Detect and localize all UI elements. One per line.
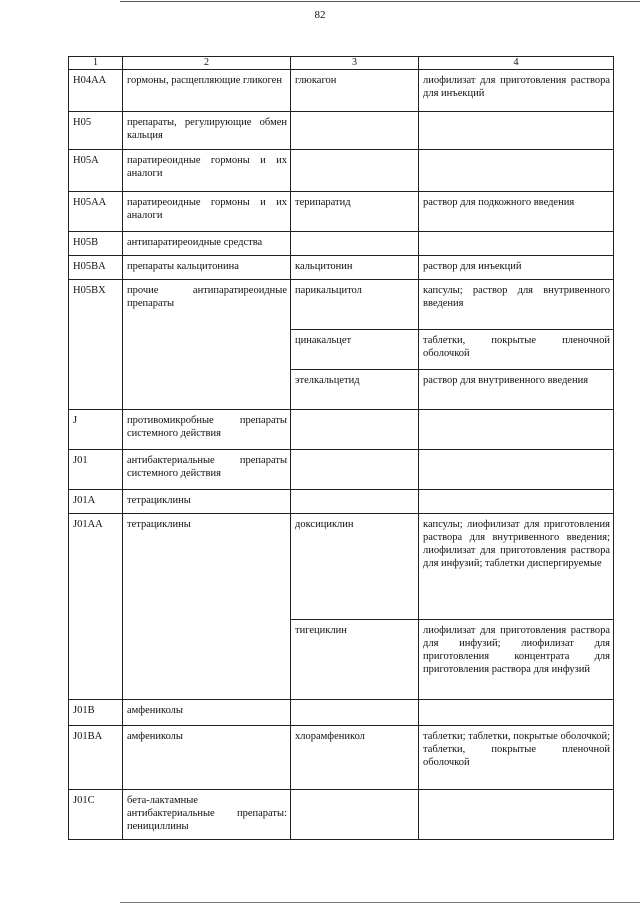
drug-name: глюкагон bbox=[291, 70, 419, 112]
drug-name bbox=[291, 410, 419, 450]
group-description: тетрациклины bbox=[123, 514, 291, 700]
atc-code: J01C bbox=[69, 790, 123, 840]
dosage-form bbox=[419, 232, 614, 256]
drug-name: цинакальцет bbox=[291, 330, 419, 370]
atc-code: J bbox=[69, 410, 123, 450]
group-description: паратиреоидные гормоны и их аналоги bbox=[123, 192, 291, 232]
atc-code: J01B bbox=[69, 700, 123, 726]
group-description: противомикробные препараты системного действия bbox=[123, 410, 291, 450]
table-row bbox=[69, 490, 614, 514]
drug-name: тигециклин bbox=[291, 620, 419, 700]
group-description: гормоны, расщепляющие гликоген bbox=[123, 70, 291, 112]
drug-name bbox=[291, 700, 419, 726]
dosage-form bbox=[419, 700, 614, 726]
table-row bbox=[69, 232, 614, 256]
header-cell-2: 2 bbox=[123, 57, 291, 70]
group-description: препараты, регулирующие обмен кальция bbox=[123, 112, 291, 150]
atc-code: H05B bbox=[69, 232, 123, 256]
atc-code: J01 bbox=[69, 450, 123, 490]
atc-code: H05A bbox=[69, 150, 123, 192]
drug-name bbox=[291, 450, 419, 490]
group-description: амфениколы bbox=[123, 700, 291, 726]
atc-code: H05 bbox=[69, 112, 123, 150]
header-cell-3: 3 bbox=[291, 57, 419, 70]
atc-code: H05BX bbox=[69, 280, 123, 410]
dosage-form bbox=[419, 450, 614, 490]
dosage-form: капсулы; лиофилизат для приготовления раствора для внутривенного введения; лиофилизат для приготовления раствора для инфузий; таблетки диспергируемые bbox=[419, 514, 614, 620]
group-description: тетрациклины bbox=[123, 490, 291, 514]
dosage-form bbox=[419, 410, 614, 450]
dosage-form bbox=[419, 790, 614, 840]
dosage-form: лиофилизат для приготовления раствора для инфузий; лиофилизат для приготовления концентрата для приготовления раствора для инфузий bbox=[419, 620, 614, 700]
bottom-rule bbox=[120, 902, 640, 903]
atc-code: H05BA bbox=[69, 256, 123, 280]
table-row bbox=[69, 450, 614, 490]
drug-name: терипаратид bbox=[291, 192, 419, 232]
dosage-form: раствор для внутривенного введения bbox=[419, 370, 614, 410]
group-description: бета-лактамные антибактериальные препараты: пенициллины bbox=[123, 790, 291, 840]
dosage-form bbox=[419, 150, 614, 192]
atc-code: J01A bbox=[69, 490, 123, 514]
drug-name: доксициклин bbox=[291, 514, 419, 620]
table-row bbox=[69, 726, 614, 790]
drug-name bbox=[291, 790, 419, 840]
table-row bbox=[69, 70, 614, 112]
table-header-row bbox=[69, 57, 614, 70]
dosage-form bbox=[419, 490, 614, 514]
atc-code: H04AA bbox=[69, 70, 123, 112]
top-rule bbox=[120, 1, 640, 2]
table-row bbox=[69, 150, 614, 192]
group-description: антибактериальные препараты системного действия bbox=[123, 450, 291, 490]
table-row bbox=[69, 112, 614, 150]
group-description: препараты кальцитонина bbox=[123, 256, 291, 280]
drug-name bbox=[291, 150, 419, 192]
table-row bbox=[69, 790, 614, 840]
drug-name: хлорамфеникол bbox=[291, 726, 419, 790]
group-description: амфениколы bbox=[123, 726, 291, 790]
dosage-form bbox=[419, 112, 614, 150]
table-row bbox=[69, 256, 614, 280]
dosage-form: лиофилизат для приготовления раствора для инъекций bbox=[419, 70, 614, 112]
drug-name bbox=[291, 490, 419, 514]
dosage-form: таблетки, покрытые пленочной оболочкой bbox=[419, 330, 614, 370]
dosage-form: капсулы; раствор для внутривенного введения bbox=[419, 280, 614, 330]
drug-name: кальцитонин bbox=[291, 256, 419, 280]
dosage-form: таблетки; таблетки, покрытые оболочкой; таблетки, покрытые пленочной оболочкой bbox=[419, 726, 614, 790]
atc-code: J01BA bbox=[69, 726, 123, 790]
drug-table bbox=[68, 56, 614, 840]
group-description: паратиреоидные гормоны и их аналоги bbox=[123, 150, 291, 192]
dosage-form: раствор для инъекций bbox=[419, 256, 614, 280]
table-row bbox=[69, 700, 614, 726]
page-number: 82 bbox=[314, 9, 326, 21]
drug-name bbox=[291, 112, 419, 150]
header-cell-1: 1 bbox=[69, 57, 123, 70]
group-description: антипаратиреоидные средства bbox=[123, 232, 291, 256]
table-row bbox=[69, 280, 614, 330]
dosage-form: раствор для подкожного введения bbox=[419, 192, 614, 232]
atc-code: J01AA bbox=[69, 514, 123, 700]
atc-code: H05AA bbox=[69, 192, 123, 232]
table-row bbox=[69, 410, 614, 450]
group-description: прочие антипаратиреоидные препараты bbox=[123, 280, 291, 410]
drug-name bbox=[291, 232, 419, 256]
table-row bbox=[69, 192, 614, 232]
drug-name: парикальцитол bbox=[291, 280, 419, 330]
header-cell-4: 4 bbox=[419, 57, 614, 70]
table-row bbox=[69, 514, 614, 620]
drug-name: этелкальцетид bbox=[291, 370, 419, 410]
